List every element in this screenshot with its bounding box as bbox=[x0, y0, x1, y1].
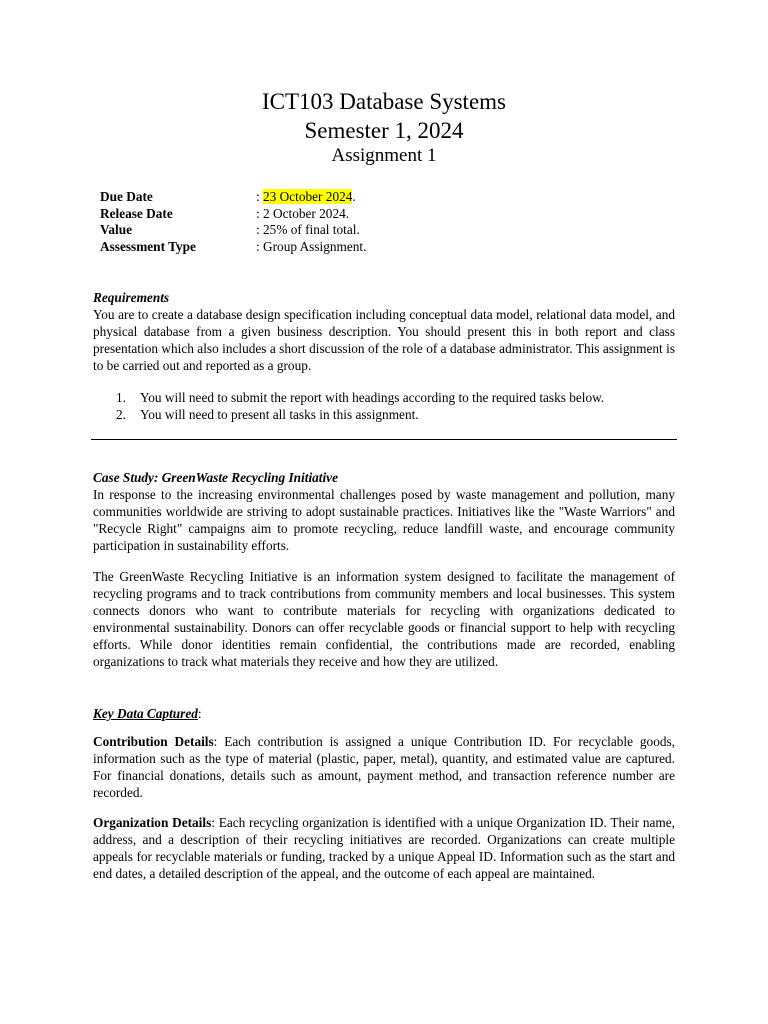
meta-row-due-date bbox=[100, 189, 366, 206]
list-item-text: You will need to submit the report with headings according to the required tasks below. bbox=[140, 390, 605, 405]
contribution-details-label: Contribution Details bbox=[93, 734, 214, 749]
value-value: : 25% of final total. bbox=[256, 222, 360, 238]
organization-details-text: : Each recycling organization is identified with a unique Organization ID. Their name, address, and a description of their recycling initiatives are recorded. Organizations can create multiple appeals for recyclable materials or funding, tracked by a unique Appeal ID. Information such as the start and end dates, a detailed description of the appeal, and the outcome of each appeal are maintained. bbox=[93, 815, 675, 881]
contribution-details-block bbox=[93, 733, 675, 801]
contribution-details-paragraph bbox=[93, 733, 675, 801]
semester-title: Semester 1, 2024 bbox=[304, 118, 464, 143]
section-divider bbox=[91, 439, 677, 440]
requirements-list bbox=[116, 389, 604, 423]
list-item bbox=[116, 389, 604, 406]
list-item-number: 1. bbox=[116, 390, 126, 405]
due-date-prefix: : bbox=[256, 189, 264, 204]
organization-details-block bbox=[93, 814, 675, 882]
list-item-number: 2. bbox=[116, 407, 126, 422]
release-date-label: Release Date bbox=[100, 205, 173, 221]
meta-row-release-date bbox=[100, 206, 366, 223]
case-study-paragraph-2-block bbox=[93, 568, 675, 670]
meta-row-assessment-type bbox=[100, 239, 366, 256]
case-study-heading: Case Study: GreenWaste Recycling Initiative bbox=[93, 470, 338, 485]
assignment-meta bbox=[100, 189, 366, 255]
key-data-heading-block bbox=[93, 705, 675, 722]
requirements-text: You are to create a database design specification including conceptual data model, relational data model, and physical database from a given business description. You should present this in both report and class presentation which also includes a short discussion of the role of a database administrator. This assignment is to be carried out and reported as a group. bbox=[93, 307, 675, 373]
key-data-heading-line bbox=[93, 705, 675, 722]
assessment-type-value: : Group Assignment. bbox=[256, 238, 367, 254]
organization-details-label: Organization Details bbox=[93, 815, 212, 830]
value-label: Value bbox=[100, 222, 133, 238]
due-date-highlight: 23 October 2024 bbox=[263, 189, 353, 204]
assessment-type-label: Assessment Type bbox=[100, 238, 196, 254]
due-date-value bbox=[256, 189, 356, 206]
assignment-title: Assignment 1 bbox=[331, 145, 437, 166]
list-item bbox=[116, 406, 604, 423]
key-data-heading: Key Data Captured bbox=[93, 706, 198, 721]
case-study-paragraph-2: The GreenWaste Recycling Initiative is an information system designed to facilitate the management of recycling programs and to track contributions from community members and local businesses. This system connects donors who want to contribute materials for recycling with organizations dedicated to environmental sustainability. Donors can offer recyclable goods or financial support to help with recycling efforts. While donor identities remain confidential, the contributions made are recorded, enabling organizations to track what materials they receive and how they are utilized. bbox=[93, 569, 675, 669]
contribution-details-text: : Each contribution is assigned a unique Contribution ID. For recyclable goods, information such as the type of material (plastic, paper, metal), quantity, and estimated value are captured. For financial donations, details such as amount, payment method, and transaction reference number are recorded. bbox=[93, 734, 675, 800]
case-study-section bbox=[93, 469, 675, 554]
due-date-label: Due Date bbox=[100, 189, 153, 204]
requirements-section bbox=[93, 289, 675, 374]
organization-details-paragraph bbox=[93, 814, 675, 882]
release-date-value: : 2 October 2024. bbox=[256, 205, 350, 221]
due-date-suffix: . bbox=[352, 189, 356, 204]
course-title: ICT103 Database Systems bbox=[261, 89, 506, 114]
list-item-text: You will need to present all tasks in this assignment. bbox=[140, 407, 419, 422]
requirements-heading: Requirements bbox=[93, 290, 170, 305]
meta-row-value bbox=[100, 222, 366, 239]
case-study-paragraph-1: In response to the increasing environmental challenges posed by waste management and pollution, many communities worldwide are striving to adopt sustainable practices. Initiatives like the "Waste Warriors" and "Recycle Right" campaigns aim to promote recycling, reduce landfill waste, and encourage community participation in sustainability efforts. bbox=[93, 487, 675, 553]
key-data-heading-suffix: : bbox=[197, 706, 202, 721]
